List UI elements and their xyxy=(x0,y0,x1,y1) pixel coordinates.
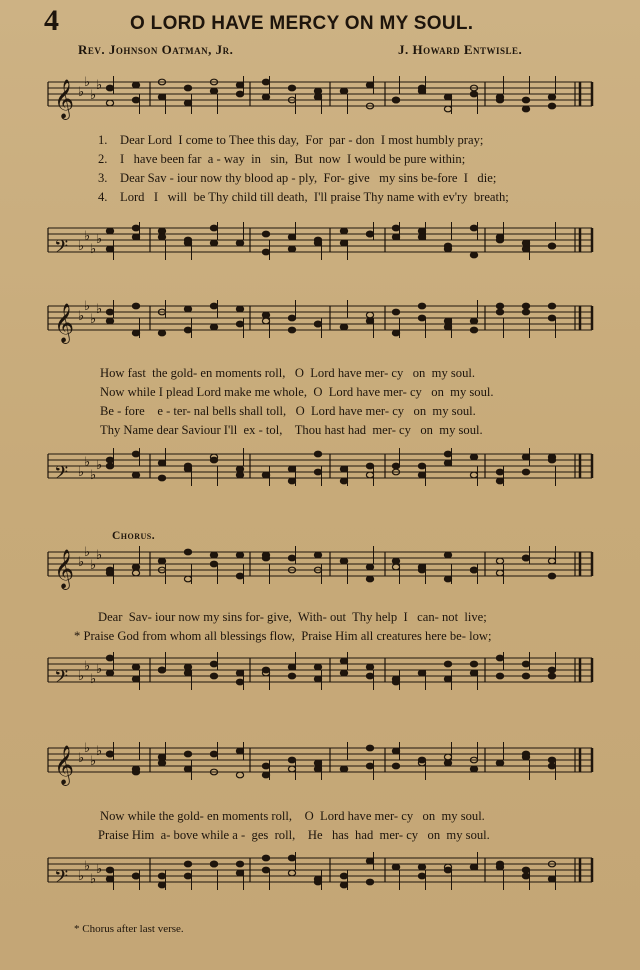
system2-verse-4: Thy Name dear Saviour I'll ex - tol, Thou hast had mer- cy on my soul. xyxy=(100,423,483,437)
system1-verse-1: 1. Dear Lord I come to Thee this day, For par - don I most humbly pray; xyxy=(98,133,484,147)
svg-text:♭: ♭ xyxy=(96,301,103,316)
system2-verse-1: How fast the gold- en moments roll, O Lord have mer- cy on my soul. xyxy=(100,366,476,380)
svg-text:♭: ♭ xyxy=(78,554,85,569)
svg-text:♭: ♭ xyxy=(96,661,103,676)
svg-text:𝄞: 𝄞 xyxy=(54,303,75,343)
system1-verse-3: 3. Dear Sav - iour now thy blood ap - ply, For- give my sins be-fore I die; xyxy=(98,171,497,185)
svg-text:♭: ♭ xyxy=(78,750,85,765)
hymn-title: O LORD HAVE MERCY ON MY SOUL. xyxy=(130,13,474,34)
bass-clef-icon xyxy=(54,237,68,262)
system4-bass-staff xyxy=(40,852,600,914)
bass-clef-icon xyxy=(54,667,68,692)
svg-text:♭: ♭ xyxy=(84,546,91,559)
treble-clef-icon xyxy=(54,745,74,786)
lyricist-credit: Rev. Johnson Oatman, Jr. xyxy=(78,42,234,57)
bass-clef-icon xyxy=(54,867,68,892)
svg-text:♭: ♭ xyxy=(84,858,91,873)
svg-text:𝄢: 𝄢 xyxy=(54,867,69,892)
svg-text:♭: ♭ xyxy=(90,753,97,768)
svg-text:♭: ♭ xyxy=(90,87,97,102)
svg-text:𝄢: 𝄢 xyxy=(54,463,69,488)
svg-text:♭: ♭ xyxy=(90,467,97,482)
svg-text:♭: ♭ xyxy=(78,868,85,883)
system3-bass-staff xyxy=(40,652,600,710)
svg-text:♭: ♭ xyxy=(84,454,91,469)
svg-text:♭: ♭ xyxy=(78,84,85,99)
svg-text:♭: ♭ xyxy=(84,76,91,89)
system4-treble-staff xyxy=(40,742,600,800)
system3-treble-staff xyxy=(40,546,600,604)
svg-text:♭: ♭ xyxy=(84,228,91,243)
svg-text:♭: ♭ xyxy=(90,311,97,326)
system4-line-1: Now while the gold- en moments roll, O Lord have mer- cy on my soul. xyxy=(100,809,485,823)
svg-text:♭: ♭ xyxy=(84,658,91,673)
svg-text:♭: ♭ xyxy=(90,241,97,256)
key-signature-flat-icon xyxy=(78,546,102,572)
chorus-label: Chorus. xyxy=(112,530,156,542)
svg-text:♭: ♭ xyxy=(78,668,85,683)
svg-text:♭: ♭ xyxy=(84,742,91,755)
system3-line-1: Dear Sav- iour now my sins for- give, With- out Thy help I can- not live; xyxy=(98,610,487,624)
system1-bass-staff xyxy=(40,222,600,280)
bass-clef-icon xyxy=(54,463,68,488)
svg-text:♭: ♭ xyxy=(96,77,103,92)
chorus-footnote: * Chorus after last verse. xyxy=(74,923,184,935)
system1-verse-2: 2. I have been far a - way in sin, But now I would be pure within; xyxy=(98,152,466,166)
key-signature-flat-icon xyxy=(78,300,102,326)
svg-text:♭: ♭ xyxy=(96,547,103,562)
system2-bass-staff xyxy=(40,448,600,506)
treble-clef-icon xyxy=(54,303,74,344)
key-signature-flat-icon xyxy=(78,742,102,768)
system4-line-2: Praise Him a- bove while a - ges roll, He has had mer- cy on my soul. xyxy=(98,828,490,842)
svg-text:♭: ♭ xyxy=(84,300,91,313)
key-signature-flat-icon xyxy=(78,76,102,102)
system2-treble-staff xyxy=(40,300,600,358)
svg-text:𝄢: 𝄢 xyxy=(54,667,69,692)
system1-verse-4: 4. Lord I will be Thy child till death, I'll praise Thy name with ev'ry breath; xyxy=(98,190,509,204)
svg-text:♭: ♭ xyxy=(78,308,85,323)
system3-line-2: * Praise God from whom all blessings flow, Praise Him all creatures here be- low; xyxy=(74,629,492,643)
svg-text:♭: ♭ xyxy=(78,464,85,479)
page-number: 4 xyxy=(44,4,59,37)
svg-text:𝄞: 𝄞 xyxy=(54,745,75,785)
svg-text:♭: ♭ xyxy=(96,743,103,758)
system2-verse-3: Be - fore e - ter- nal bells shall toll, O Lord have mer- cy on my soul. xyxy=(100,404,476,418)
composer-credit: J. Howard Entwisle. xyxy=(398,42,523,57)
svg-text:𝄞: 𝄞 xyxy=(54,79,75,119)
system2-verse-2: Now while I plead Lord make me whole, O Lord have mer- cy on my soul. xyxy=(100,385,494,399)
svg-text:♭: ♭ xyxy=(90,557,97,572)
svg-text:♭: ♭ xyxy=(78,238,85,253)
svg-text:𝄞: 𝄞 xyxy=(54,549,75,589)
svg-text:♭: ♭ xyxy=(96,231,103,246)
svg-text:𝄢: 𝄢 xyxy=(54,237,69,262)
system1-treble-staff xyxy=(40,76,600,124)
svg-text:♭: ♭ xyxy=(96,861,103,876)
svg-text:♭: ♭ xyxy=(90,871,97,886)
svg-text:♭: ♭ xyxy=(90,671,97,686)
treble-clef-icon xyxy=(54,79,74,120)
treble-clef-icon xyxy=(54,549,74,590)
svg-text:♭: ♭ xyxy=(96,457,103,472)
